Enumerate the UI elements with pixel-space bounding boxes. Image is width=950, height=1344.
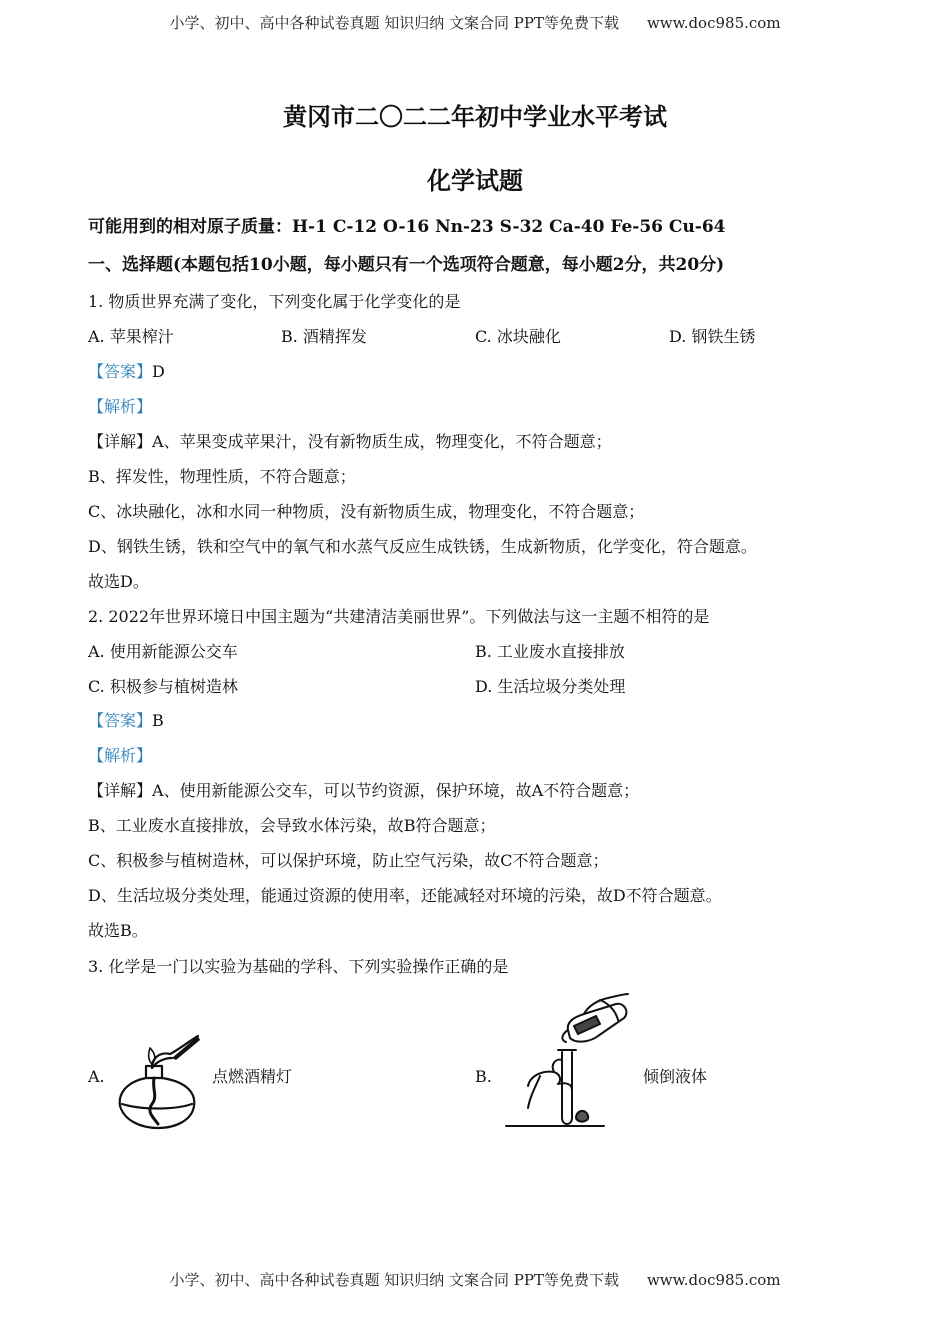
q2-conclusion: 故选B。	[88, 921, 148, 940]
detail-text: A、使用新能源公交车，可以节约资源，保护环境，故A不符合题意；	[152, 781, 640, 800]
q1-detail-line: D、钢铁生锈，铁和空气中的氧气和水蒸气反应生成铁锈，生成新物质，化学变化，符合题意。	[88, 537, 757, 556]
page-header	[0, 12, 950, 33]
q2-stem: 2. 2022年世界环境日中国主题为“共建清洁美丽世界”。下列做法与这一主题不相符的是	[88, 607, 710, 626]
q3-option-b-letter: B.	[475, 1067, 492, 1086]
detail-tag: 【详解】	[88, 432, 153, 451]
q2-detail-line: D、生活垃圾分类处理，能通过资源的使用率，还能减轻对环境的污染，故D不符合题意。	[88, 886, 722, 905]
q1-option-c: C. 冰块融化	[475, 327, 561, 346]
q2-detail-line: B、工业废水直接排放，会导致水体污染，故B符合题意；	[88, 816, 496, 835]
q1-answer	[88, 361, 165, 383]
answer-tag: 【答案】	[88, 362, 153, 381]
q1-option-b: B. 酒精挥发	[281, 327, 367, 346]
q3-option-a-caption: 点燃酒精灯	[212, 1067, 293, 1086]
q1-detail-line: B、挥发性，物理性质，不符合题意；	[88, 467, 356, 486]
alcohol-lamp-figure	[112, 1028, 204, 1132]
detail-tag: 【详解】	[88, 781, 153, 800]
q3-option-a-letter: A.	[88, 1067, 105, 1086]
q2-analysis-tag: 【解析】	[88, 746, 153, 765]
q3-stem: 3. 化学是一门以实验为基础的学科、下列实验操作正确的是	[88, 957, 509, 976]
atomic-masses: 可能用到的相对原子质量：H-1 C-12 O-16 Nn-23 S-32 Ca-40 Fe-56 Cu-64	[88, 217, 726, 237]
q3-option-b-caption: 倾倒液体	[643, 1067, 708, 1086]
header-site-link[interactable]: www.doc985.com	[646, 14, 781, 32]
q1-conclusion: 故选D。	[88, 572, 149, 591]
q1-option-d: D. 钢铁生锈	[669, 327, 756, 346]
footer-text: 小学、初中、高中各种试卷真题 知识归纳 文案合同 PPT等免费下载	[169, 1271, 619, 1289]
section-heading: 一、选择题(本题包括10小题，每小题只有一个选项符合题意，每小题2分，共20分)	[88, 255, 725, 275]
q1-option-a: A. 苹果榨汁	[88, 327, 174, 346]
answer-value: B	[152, 711, 164, 730]
exam-subtitle: 化学试题	[427, 166, 523, 195]
pouring-liquid-figure	[500, 990, 640, 1132]
q2-option-a: A. 使用新能源公交车	[88, 642, 238, 661]
answer-tag: 【答案】	[88, 711, 153, 730]
q2-detail-line: C、积极参与植树造林，可以保护环境，防止空气污染，故C不符合题意；	[88, 851, 609, 870]
q1-detail-line	[88, 431, 612, 453]
q2-option-b: B. 工业废水直接排放	[475, 642, 625, 661]
q1-stem: 1. 物质世界充满了变化，下列变化属于化学变化的是	[88, 292, 461, 311]
answer-value: D	[152, 362, 165, 381]
page-footer	[0, 1269, 950, 1290]
footer-site-link[interactable]: www.doc985.com	[646, 1271, 781, 1289]
detail-text: A、苹果变成苹果汁，没有新物质生成，物理变化，不符合题意；	[152, 432, 612, 451]
q1-detail-line: C、冰块融化，冰和水同一种物质，没有新物质生成，物理变化，不符合题意；	[88, 502, 645, 521]
q2-option-c: C. 积极参与植树造林	[88, 677, 238, 696]
q1-analysis-tag: 【解析】	[88, 397, 153, 416]
q2-detail-line	[88, 780, 639, 802]
q2-answer	[88, 710, 164, 732]
exam-title: 黄冈市二〇二二年初中学业水平考试	[283, 102, 667, 131]
header-text: 小学、初中、高中各种试卷真题 知识归纳 文案合同 PPT等免费下载	[169, 14, 619, 32]
q2-option-d: D. 生活垃圾分类处理	[475, 677, 626, 696]
